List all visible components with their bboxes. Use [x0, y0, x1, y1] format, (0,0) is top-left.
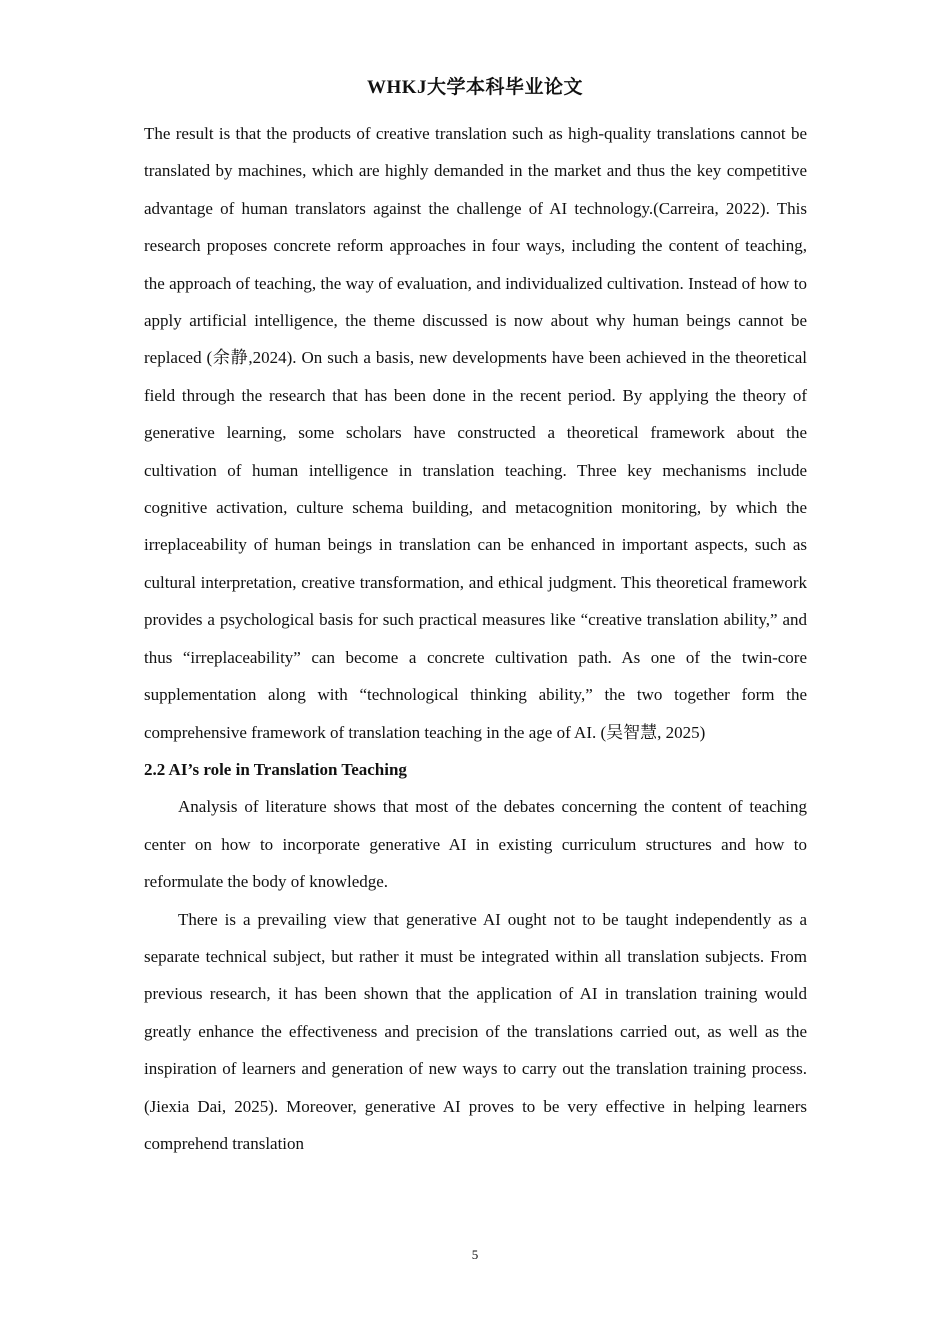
body-paragraph-3: There is a prevailing view that generative AI ought not to be taught independently as a separate technical subject, but rather it must be integrated within all translation subjects. From previous research, it has been shown that the application of AI in translation training would greatly enhance the effectiveness and precision of the translations carried out, as well as the inspiration of learners and generation of new ways to carry out the translation training process. (Jiexia Dai, 2025). Moreover, generative AI proves to be very effective in helping learners comprehend translation: [144, 909, 807, 1153]
page-header: WHKJ大学本科毕业论文: [366, 77, 584, 98]
section-heading: 2.2 AI’s role in Translation Teaching: [144, 759, 407, 779]
body-paragraph-1: The result is that the products of creative translation such as high-quality translations cannot be translated by machines, which are highly demanded in the market and thus the key competitive advantage of human translators against the challenge of AI technology.(Carreira, 2022). This research proposes concrete reform approaches in four ways, including the content of teaching, the approach of teaching, the way of evaluation, and individualized cultivation. Instead of how to apply artificial intelligence, the theme discussed is now about why human beings cannot be replaced (余静,2024). On such a basis, new developments have been achieved in the theoretical field through the research that has been done in the recent period. By applying the theory of generative learning, some scholars have constructed a theoretical framework about the cultivation of human intelligence in translation teaching. Three key mechanisms include cognitive activation, culture schema building, and metacognition monitoring, by which the irreplaceability of human beings in translation can be enhanced in important aspects, such as cultural interpretation, creative transformation, and ethical judgment. This theoretical framework provides a psychological basis for such practical measures like “creative translation ability,” and thus “irreplaceability” can become a concrete cultivation path. As one of the twin-core supplementation along with “technological thinking ability,” the two together form the comprehensive framework of translation teaching in the age of AI. (吴智慧, 2025): [144, 124, 807, 742]
document-body: [144, 115, 807, 1162]
body-paragraph-2: Analysis of literature shows that most of the debates concerning the content of teaching center on how to incorporate generative AI in existing curriculum structures and how to reformulate the body of knowledge.: [144, 797, 807, 892]
page-number: 5: [471, 1247, 479, 1262]
